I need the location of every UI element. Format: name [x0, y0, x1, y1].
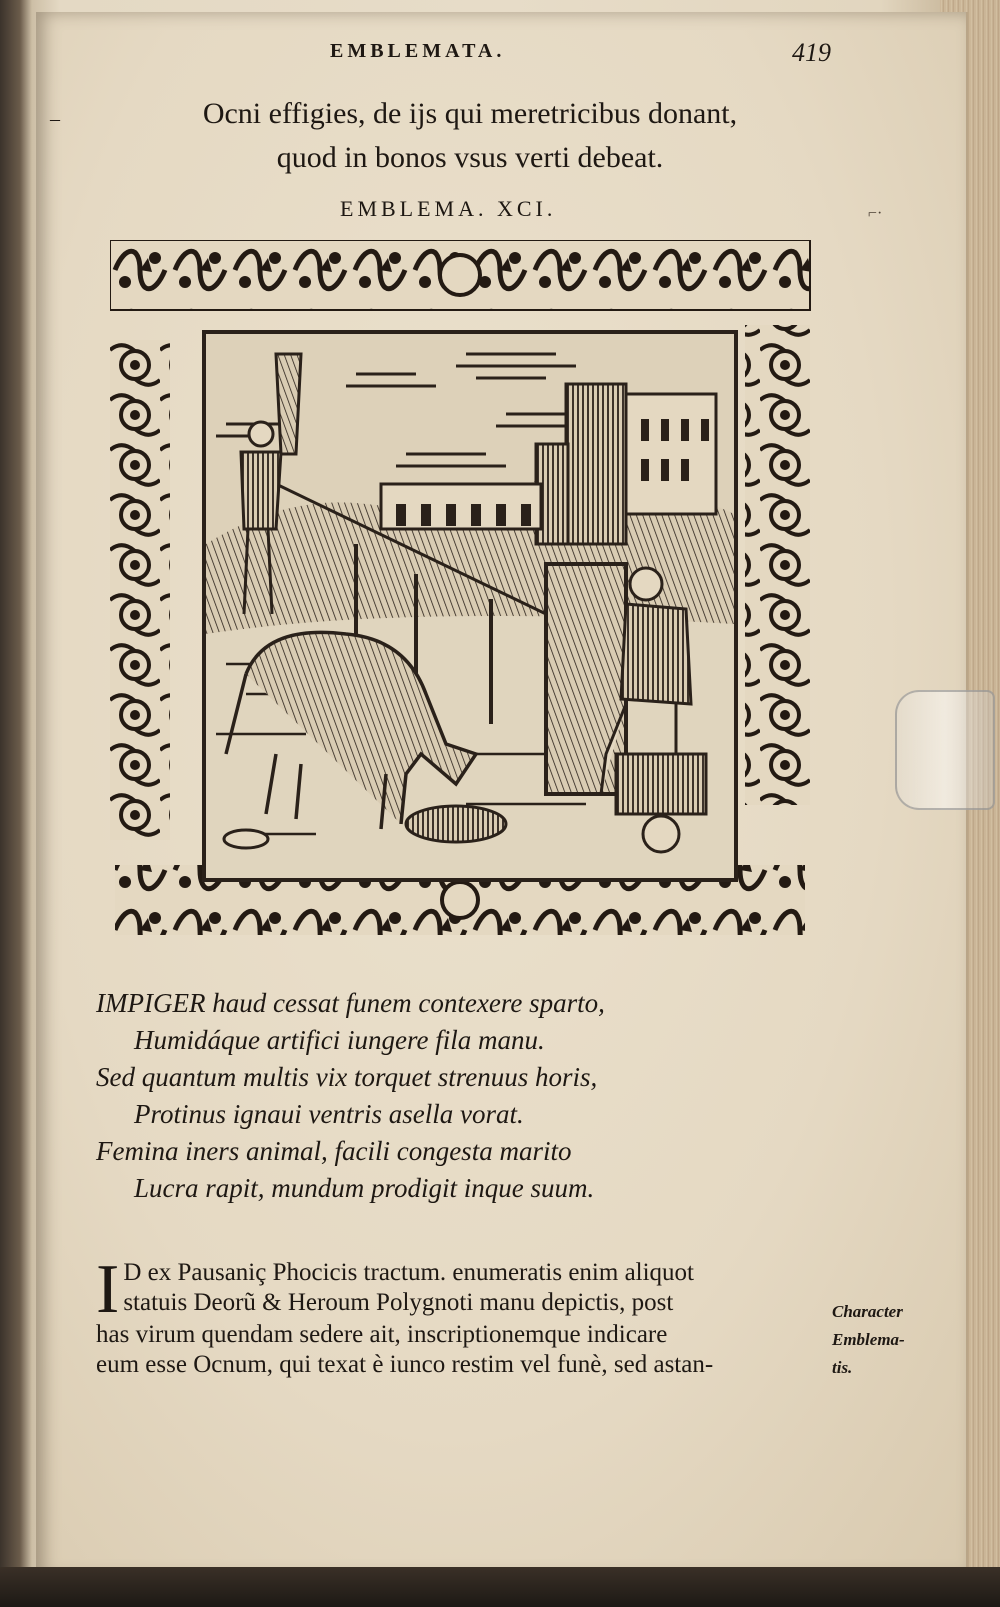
- verse-line-4: Protinus ignaui ventris asella vorat.: [134, 1099, 524, 1129]
- verse-line-5: Femina iners animal, facili congesta marito: [96, 1136, 572, 1166]
- drop-cap: I: [96, 1251, 120, 1328]
- emblem-verse: [96, 985, 856, 1207]
- margin-note: [832, 1298, 952, 1382]
- margin-note-line-2: Emblema-: [832, 1330, 905, 1349]
- verse-line-3: Sed quantum multis vix torquet strenuus horis,: [96, 1062, 598, 1092]
- commentary-line-1: D ex Pausaniç Phocicis tractum. enumeratis enim aliquot: [123, 1259, 695, 1286]
- emblem-title: [120, 92, 820, 180]
- commentary-line-2: statuis Deorũ & Heroum Polygnoti manu depictis, post: [123, 1289, 674, 1316]
- title-line-2: quod in bonos vsus verti debeat.: [276, 141, 664, 174]
- background-shadow: [0, 1567, 1000, 1607]
- margin-dash: –: [50, 108, 60, 130]
- margin-mark: ⌐·: [868, 205, 883, 222]
- verse-line-1: IMPIGER haud cessat funem contexere sparto,: [96, 988, 605, 1018]
- margin-note-line-1: Character: [832, 1302, 903, 1321]
- running-head: EMBLEMATA.: [330, 40, 506, 62]
- commentary: [96, 1251, 821, 1380]
- title-line-1: Ocni effigies, de ijs qui meretricibus donant,: [202, 97, 738, 130]
- commentary-line-4: eum esse Ocnum, qui texat è iunco restim vel funè, sed astan-: [96, 1351, 714, 1378]
- page-clip: [895, 690, 995, 810]
- woodcut-illustration: [202, 330, 738, 882]
- emblem-number: EMBLEMA. XCI.: [340, 196, 557, 221]
- commentary-line-3: has virum quendam sedere ait, inscriptionemque indicare: [96, 1321, 668, 1348]
- verse-line-2: Humidáque artifici iungere fila manu.: [134, 1025, 545, 1055]
- page-number: 419: [792, 38, 831, 67]
- verse-line-6: Lucra rapit, mundum prodigit inque suum.: [134, 1173, 595, 1203]
- margin-note-line-3: tis.: [832, 1358, 853, 1377]
